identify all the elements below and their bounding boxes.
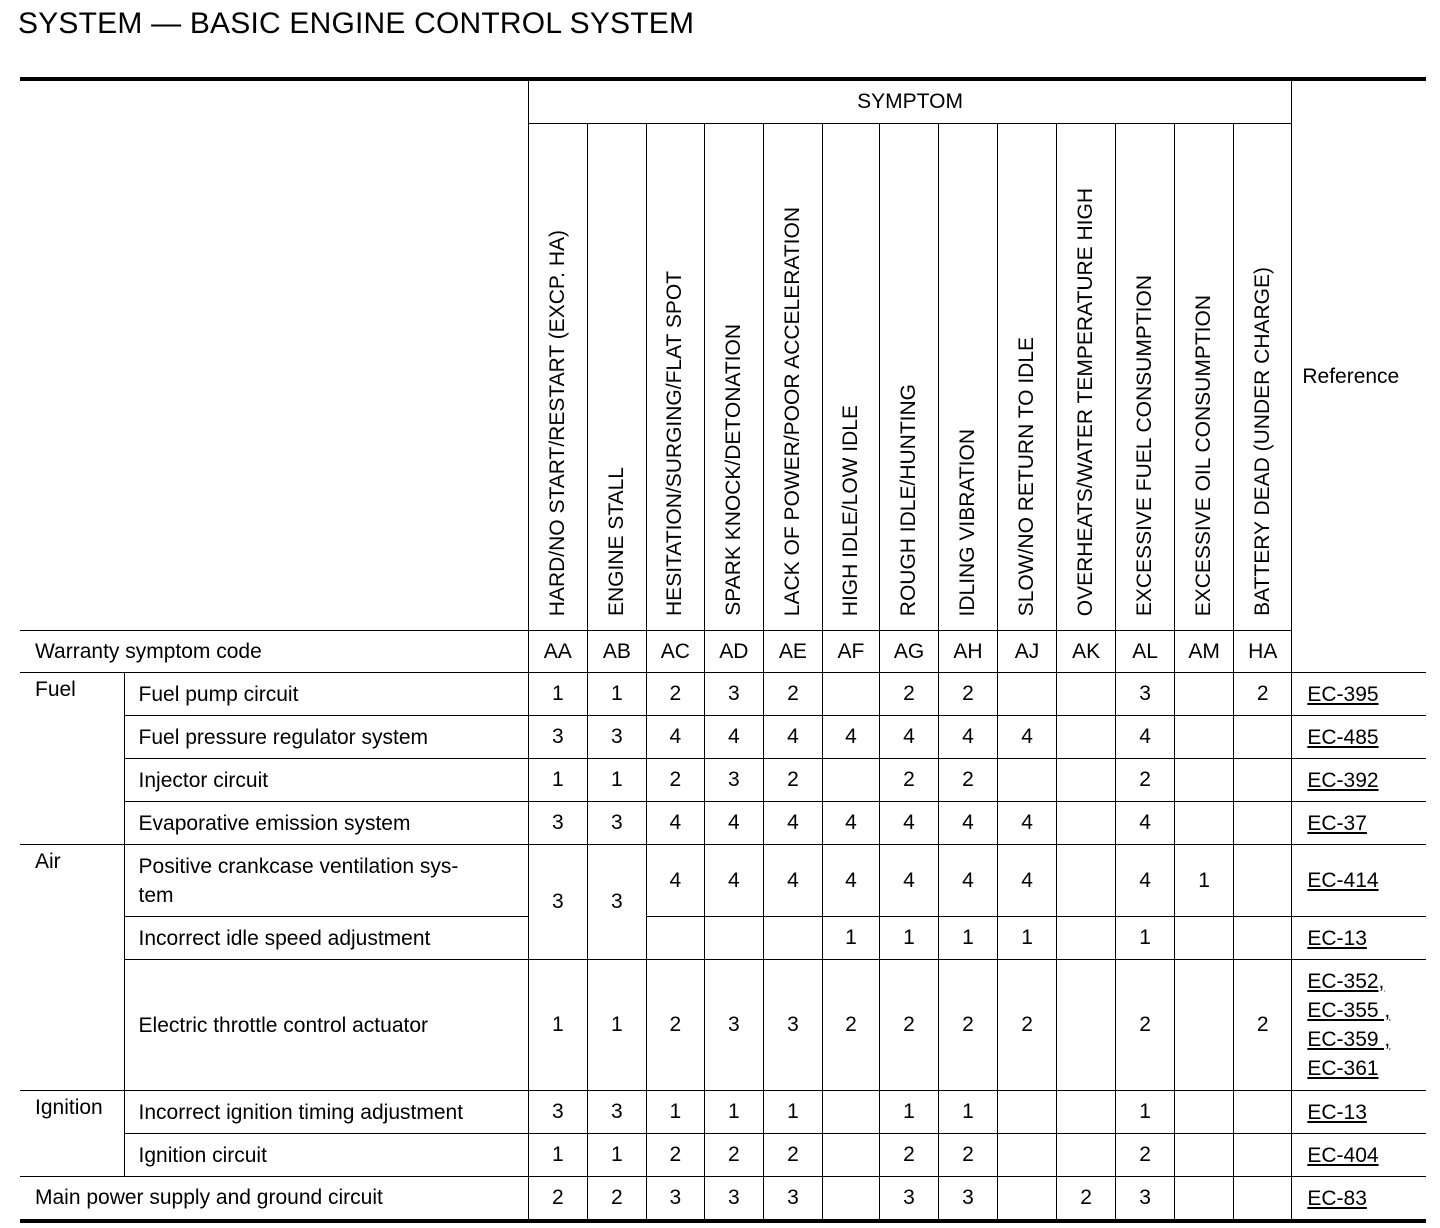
rating-cell: 1 <box>1116 1091 1175 1134</box>
rating-cell: 2 <box>939 960 998 1091</box>
rating-cell <box>1234 917 1292 960</box>
header-blank-cell <box>20 79 528 631</box>
reference-link[interactable]: EC-392 <box>1307 768 1379 792</box>
reference-link[interactable]: EC-359 , <box>1307 1028 1391 1051</box>
rating-cell: 2 <box>939 1134 998 1177</box>
symptom-label: SLOW/NO RETURN TO IDLE <box>1015 336 1039 616</box>
rating-cell: 4 <box>1116 802 1175 845</box>
rating-cell <box>1175 1091 1234 1134</box>
symptom-header: SYMPTOM <box>528 79 1292 124</box>
symptom-label: ROUGH IDLE/HUNTING <box>896 383 920 616</box>
reference-link[interactable]: EC-414 <box>1307 869 1379 892</box>
rating-cell: 4 <box>646 845 704 917</box>
rating-cell <box>998 1091 1057 1134</box>
rating-cell: 1 <box>528 1134 587 1177</box>
warranty-code: AB <box>587 631 646 673</box>
rating-cell <box>998 759 1057 802</box>
rating-cell <box>998 1134 1057 1177</box>
rating-cell: 3 <box>939 1177 998 1222</box>
rating-cell: 1 <box>646 1091 704 1134</box>
rating-cell: 3 <box>528 1091 587 1134</box>
reference-link[interactable]: EC-352, <box>1307 970 1385 993</box>
rating-cell: 2 <box>1116 759 1175 802</box>
rating-cell: 4 <box>939 802 998 845</box>
item-name <box>124 845 528 917</box>
rating-cell: 2 <box>1234 960 1292 1091</box>
rating-cell: 1 <box>704 1091 763 1134</box>
reference-cell <box>1292 917 1426 960</box>
rating-cell: 4 <box>879 716 938 759</box>
rating-cell: 2 <box>939 759 998 802</box>
rating-cell: 1 <box>587 673 646 716</box>
rating-cell <box>1175 1134 1234 1177</box>
rating-cell <box>998 673 1057 716</box>
symptom-column-header <box>998 124 1057 631</box>
table-row <box>20 802 1426 845</box>
rating-cell: 3 <box>704 1177 763 1222</box>
symptom-column-header <box>704 124 763 631</box>
table-row <box>20 917 1426 960</box>
table-row <box>20 1177 1426 1222</box>
rating-cell <box>1234 1177 1292 1222</box>
item-name: Incorrect ignition timing adjustment <box>124 1091 528 1134</box>
category-fuel: Fuel <box>20 673 124 845</box>
item-name: Fuel pump circuit <box>124 673 528 716</box>
item-name: Injector circuit <box>124 759 528 802</box>
rating-cell <box>1234 1134 1292 1177</box>
rating-cell: 4 <box>822 802 879 845</box>
rating-cell <box>1175 673 1234 716</box>
reference-cell <box>1292 759 1426 802</box>
rating-cell: 4 <box>763 845 822 917</box>
reference-cell <box>1292 1177 1426 1222</box>
rating-cell: 3 <box>587 845 646 960</box>
rating-cell: 2 <box>646 759 704 802</box>
rating-cell: 2 <box>1116 960 1175 1091</box>
rating-cell: 4 <box>646 802 704 845</box>
item-name: Ignition circuit <box>124 1134 528 1177</box>
header-row <box>20 79 1426 124</box>
symptom-column-header <box>822 124 879 631</box>
warranty-code: AM <box>1175 631 1234 673</box>
table-row <box>20 759 1426 802</box>
symptom-label: OVERHEATS/WATER TEMPERATURE HIGH <box>1074 187 1098 616</box>
rating-cell: 3 <box>528 845 587 960</box>
rating-cell: 1 <box>879 1091 938 1134</box>
warranty-code: AG <box>879 631 938 673</box>
rating-cell: 4 <box>1116 845 1175 917</box>
rating-cell <box>1057 845 1116 917</box>
rating-cell: 1 <box>587 960 646 1091</box>
reference-cell <box>1292 802 1426 845</box>
rating-cell <box>1057 917 1116 960</box>
symptom-matrix-table <box>20 77 1426 1223</box>
symptom-column-header <box>1116 124 1175 631</box>
category-ignition: Ignition <box>20 1091 124 1177</box>
rating-cell <box>1175 716 1234 759</box>
table-row <box>20 1134 1426 1177</box>
rating-cell: 2 <box>879 673 938 716</box>
category-air: Air <box>20 845 124 1091</box>
rating-cell: 4 <box>1116 716 1175 759</box>
rating-cell: 3 <box>1116 673 1175 716</box>
rating-cell: 1 <box>998 917 1057 960</box>
reference-cell <box>1292 1134 1426 1177</box>
rating-cell <box>822 1091 879 1134</box>
rating-cell: 4 <box>998 845 1057 917</box>
rating-cell <box>1234 759 1292 802</box>
reference-link[interactable]: EC-404 <box>1307 1143 1379 1167</box>
rating-cell: 3 <box>587 716 646 759</box>
warranty-code: AL <box>1116 631 1175 673</box>
reference-cell <box>1292 673 1426 716</box>
symptom-label: EXCESSIVE FUEL CONSUMPTION <box>1133 274 1157 616</box>
rating-cell: 2 <box>1057 1177 1116 1222</box>
rating-cell: 2 <box>704 1134 763 1177</box>
rating-cell: 2 <box>939 673 998 716</box>
item-name: Incorrect idle speed adjustment <box>124 917 528 960</box>
rating-cell: 1 <box>822 917 879 960</box>
warranty-code: AC <box>646 631 704 673</box>
rating-cell: 3 <box>587 802 646 845</box>
rating-cell: 1 <box>763 1091 822 1134</box>
rating-cell <box>822 1177 879 1222</box>
reference-link[interactable]: EC-37 <box>1307 811 1367 835</box>
rating-cell: 1 <box>1175 845 1234 917</box>
rating-cell: 1 <box>1116 917 1175 960</box>
rating-cell: 3 <box>879 1177 938 1222</box>
item-name: Electric throttle control actuator <box>124 960 528 1091</box>
rating-cell: 1 <box>587 759 646 802</box>
rating-cell <box>1057 1091 1116 1134</box>
rating-cell: 3 <box>646 1177 704 1222</box>
rating-cell: 4 <box>822 716 879 759</box>
symptom-label: HIGH IDLE/LOW IDLE <box>838 404 862 616</box>
rating-cell: 4 <box>822 845 879 917</box>
symptom-column-header <box>763 124 822 631</box>
symptom-column-header <box>879 124 938 631</box>
rating-cell: 4 <box>998 716 1057 759</box>
item-name-line: Positive crankcase ventilation sys- <box>138 854 459 878</box>
warranty-code: AH <box>939 631 998 673</box>
symptom-column-header <box>1057 124 1116 631</box>
rating-cell: 3 <box>763 1177 822 1222</box>
rating-cell: 1 <box>528 759 587 802</box>
rating-cell <box>1057 759 1116 802</box>
rating-cell <box>1175 1177 1234 1222</box>
reference-link[interactable]: EC-83 <box>1307 1186 1367 1210</box>
rating-cell: 2 <box>646 1134 704 1177</box>
rating-cell <box>1057 673 1116 716</box>
warranty-code: HA <box>1234 631 1292 673</box>
rating-cell: 2 <box>763 673 822 716</box>
reference-link[interactable]: EC-13 <box>1307 1100 1367 1124</box>
reference-header: Reference <box>1292 79 1426 673</box>
warranty-code: AJ <box>998 631 1057 673</box>
symptom-column-header <box>528 124 587 631</box>
table-row <box>20 673 1426 716</box>
symptom-column-header <box>646 124 704 631</box>
rating-cell: 1 <box>879 917 938 960</box>
rating-cell: 4 <box>939 845 998 917</box>
rating-cell <box>646 917 704 960</box>
rating-cell: 2 <box>1234 673 1292 716</box>
table-row <box>20 716 1426 759</box>
table-row <box>20 845 1426 917</box>
symptom-column-header <box>1234 124 1292 631</box>
symptom-label: SPARK KNOCK/DETONATION <box>721 324 745 616</box>
table-row <box>20 1091 1426 1134</box>
reference-link[interactable]: EC-355 , <box>1307 999 1391 1022</box>
rating-cell <box>704 917 763 960</box>
rating-cell <box>1057 960 1116 1091</box>
warranty-code: AK <box>1057 631 1116 673</box>
reference-link[interactable]: EC-395 <box>1307 682 1379 706</box>
rating-cell: 4 <box>763 716 822 759</box>
item-name: Fuel pressure regulator system <box>124 716 528 759</box>
rating-cell: 2 <box>763 1134 822 1177</box>
rating-cell: 1 <box>528 673 587 716</box>
rating-cell <box>998 1177 1057 1222</box>
rating-cell: 2 <box>879 1134 938 1177</box>
rating-cell: 4 <box>998 802 1057 845</box>
rating-cell: 2 <box>1116 1134 1175 1177</box>
symptom-label: LACK OF POWER/POOR ACCELERATION <box>780 206 804 616</box>
reference-link[interactable]: EC-485 <box>1307 725 1379 749</box>
symptom-label: EXCESSIVE OIL CONSUMPTION <box>1192 294 1216 616</box>
rating-cell: 2 <box>763 759 822 802</box>
rating-cell: 4 <box>879 845 938 917</box>
warranty-code-row <box>20 631 1426 673</box>
symptom-label: IDLING VIBRATION <box>956 428 980 616</box>
rating-cell: 4 <box>879 802 938 845</box>
warranty-code: AD <box>704 631 763 673</box>
rating-cell <box>1234 716 1292 759</box>
rating-cell: 1 <box>587 1134 646 1177</box>
rating-cell: 3 <box>587 1091 646 1134</box>
rating-cell <box>822 673 879 716</box>
rating-cell: 3 <box>763 960 822 1091</box>
rating-cell <box>1175 960 1234 1091</box>
reference-cell <box>1292 1091 1426 1134</box>
rating-cell: 4 <box>646 716 704 759</box>
rating-cell: 4 <box>704 802 763 845</box>
rating-cell: 2 <box>587 1177 646 1222</box>
item-name-line: tem <box>138 883 174 907</box>
rating-cell: 1 <box>939 1091 998 1134</box>
symptom-label: BATTERY DEAD (UNDER CHARGE) <box>1250 267 1274 616</box>
rating-cell: 3 <box>528 802 587 845</box>
item-name: Main power supply and ground circuit <box>20 1177 528 1222</box>
rating-cell: 4 <box>763 802 822 845</box>
rating-cell <box>1175 759 1234 802</box>
rating-cell: 2 <box>822 960 879 1091</box>
reference-link[interactable]: EC-13 <box>1307 926 1367 950</box>
rating-cell: 3 <box>704 759 763 802</box>
rating-cell <box>1234 845 1292 917</box>
rating-cell: 3 <box>704 960 763 1091</box>
rating-cell <box>1234 802 1292 845</box>
rating-cell <box>1234 1091 1292 1134</box>
rating-cell: 2 <box>646 960 704 1091</box>
reference-cell <box>1292 716 1426 759</box>
rating-cell: 1 <box>528 960 587 1091</box>
warranty-label: Warranty symptom code <box>20 631 528 673</box>
rating-cell <box>1175 802 1234 845</box>
symptom-label: HARD/NO START/RESTART (EXCP. HA) <box>545 229 569 616</box>
rating-cell <box>1057 1134 1116 1177</box>
rating-cell: 1 <box>939 917 998 960</box>
rating-cell: 3 <box>528 716 587 759</box>
rating-cell <box>1057 716 1116 759</box>
reference-cell <box>1292 845 1426 917</box>
rating-cell: 2 <box>879 960 938 1091</box>
rating-cell: 4 <box>704 845 763 917</box>
item-name: Evaporative emission system <box>124 802 528 845</box>
rating-cell: 2 <box>879 759 938 802</box>
table-row <box>20 960 1426 1091</box>
reference-cell <box>1292 960 1426 1091</box>
rating-cell <box>1057 802 1116 845</box>
rating-cell: 4 <box>939 716 998 759</box>
warranty-code: AE <box>763 631 822 673</box>
rating-cell: 4 <box>704 716 763 759</box>
rating-cell: 2 <box>646 673 704 716</box>
symptom-label: HESITATION/SURGING/FLAT SPOT <box>663 271 687 616</box>
rating-cell <box>822 759 879 802</box>
symptom-column-header <box>939 124 998 631</box>
reference-link[interactable]: EC-361 <box>1307 1057 1379 1080</box>
rating-cell: 2 <box>998 960 1057 1091</box>
symptom-label: ENGINE STALL <box>604 467 628 616</box>
rating-cell <box>822 1134 879 1177</box>
rating-cell: 2 <box>528 1177 587 1222</box>
page-title: SYSTEM — BASIC ENGINE CONTROL SYSTEM <box>18 7 695 40</box>
rating-cell: 3 <box>1116 1177 1175 1222</box>
rating-cell <box>763 917 822 960</box>
warranty-code: AF <box>822 631 879 673</box>
symptom-column-header <box>587 124 646 631</box>
rating-cell: 3 <box>704 673 763 716</box>
rating-cell <box>1175 917 1234 960</box>
warranty-code: AA <box>528 631 587 673</box>
symptom-column-header <box>1175 124 1234 631</box>
